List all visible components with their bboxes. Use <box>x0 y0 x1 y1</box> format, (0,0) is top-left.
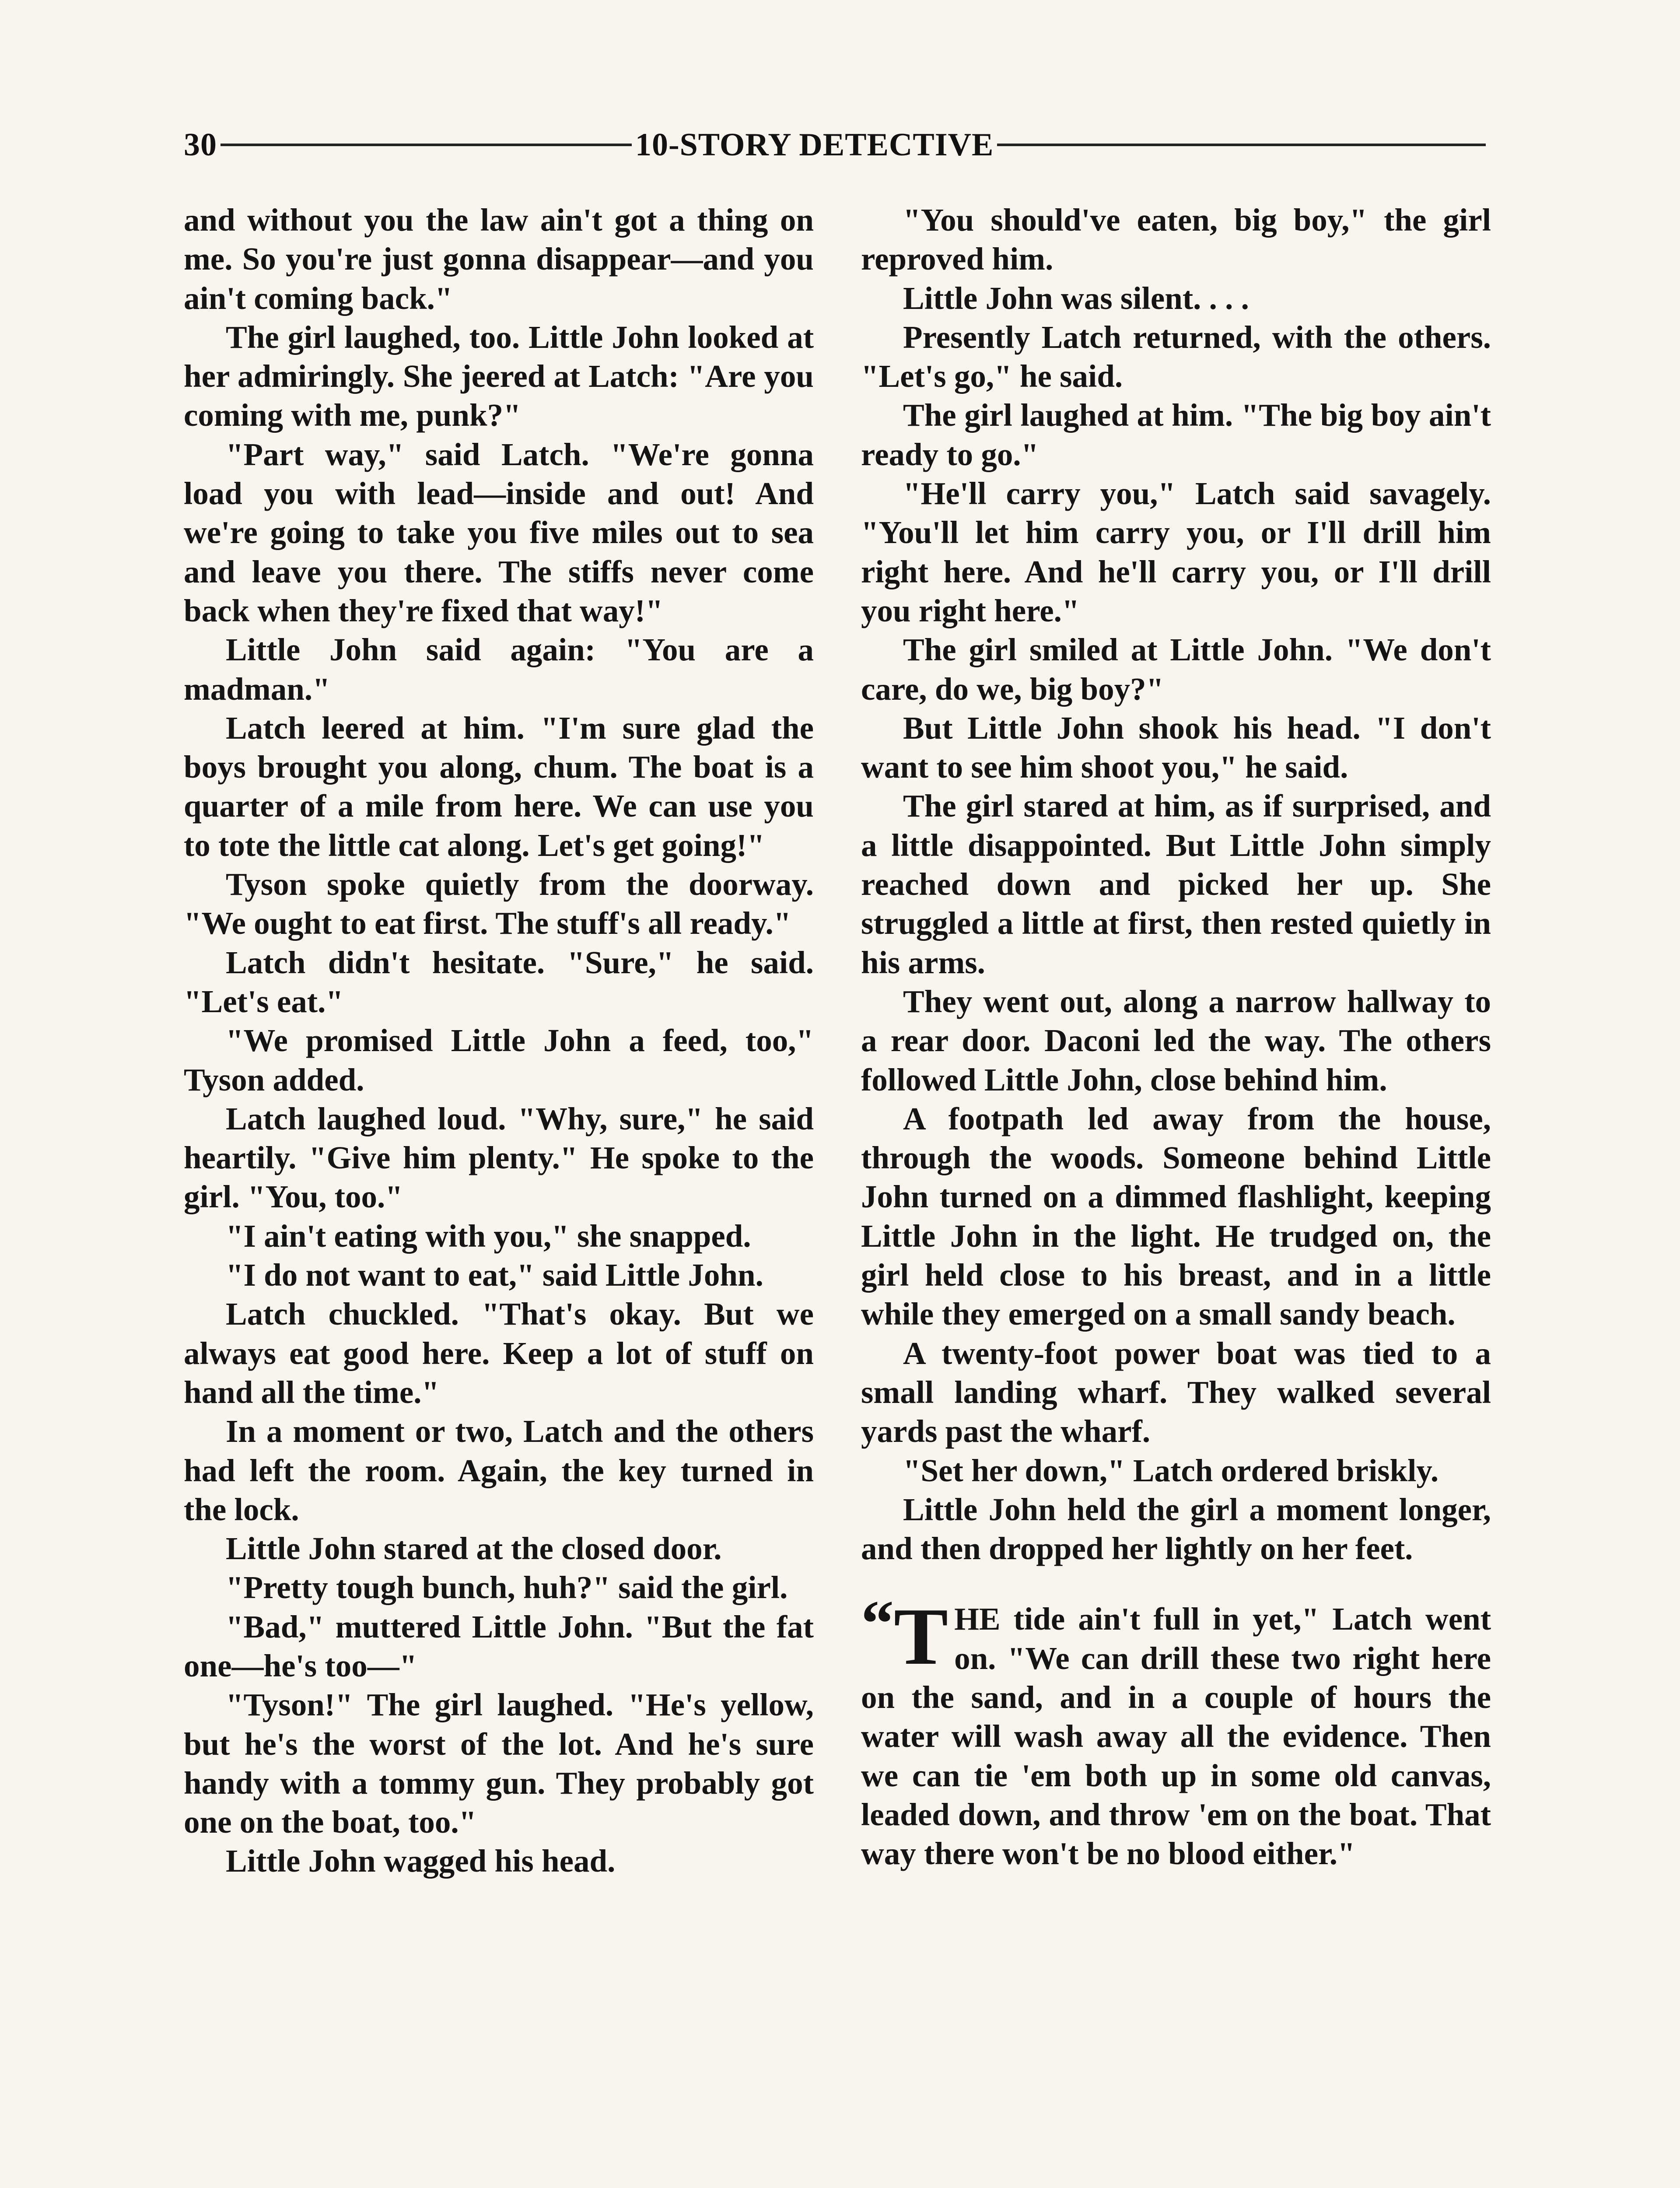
drop-quote: “ <box>861 1587 894 1660</box>
paragraph: Latch chuckled. "That's okay. But we always eat good here. Keep a lot of stuff on hand all the time." <box>184 1296 814 1410</box>
section-text: Latch went on. "We can drill these two right here on the sand, and in a couple of hours the water will wash away all the evidence. Then we can tie 'em both up in some old canvas, leaded down, and throw 'em on the boat. That way there won't be no blood either." <box>861 1601 1491 1872</box>
left-column <box>184 200 814 1881</box>
paragraph: "He'll carry you," Latch said savagely. "You'll let him carry you, or I'll drill him right here. And he'll carry you, or I'll drill you right here." <box>861 476 1491 628</box>
paragraph: The girl smiled at Little John. "We don't care, do we, big boy?" <box>861 632 1491 707</box>
page-number: 30 <box>184 126 217 163</box>
header-rule-right <box>997 144 1486 146</box>
paragraph: "Pretty tough bunch, huh?" said the girl. <box>226 1570 788 1606</box>
paragraph: "Part way," said Latch. "We're gonna load you with lead—inside and out! And we're going to take you five miles out to sea and leave you there. The stiffs never come back when they're fixed that way!" <box>184 436 814 628</box>
paragraph: Latch didn't hesitate. "Sure," he said. "Let's eat." <box>184 944 814 1019</box>
paragraph: "Bad," muttered Little John. "But the fat one—he's too—" <box>184 1609 814 1683</box>
paragraph: "Tyson!" The girl laughed. "He's yellow, but he's the worst of the lot. And he's sure handy with a tommy gun. They probably got one on the boat, too." <box>184 1687 814 1840</box>
paragraph: Little John stared at the closed door. <box>226 1531 722 1567</box>
right-column <box>861 200 1491 1873</box>
paragraph: In a moment or two, Latch and the others had left the room. Again, the key turned in the lock. <box>184 1413 814 1527</box>
paragraph: Tyson spoke quietly from the doorway. "We ought to eat first. The stuff's all ready." <box>184 866 814 941</box>
paragraph: Little John said again: "You are a madman." <box>184 632 814 707</box>
paragraph: But Little John shook his head. "I don't want to see him shoot you," he said. <box>861 710 1491 785</box>
paragraph: The girl laughed, too. Little John looked at her admiringly. She jeered at Latch: "Are you coming with me, punk?" <box>184 319 814 433</box>
magazine-title: 10-STORY DETECTIVE <box>635 126 994 163</box>
section-opening-paragraph <box>861 1587 1491 1873</box>
paragraph: The girl stared at him, as if surprised, and a little disappointed. But Little John simply reached down and picked her up. She struggled a little at first, then rested quietly in his arms. <box>861 788 1491 980</box>
paragraph: "Set her down," Latch ordered briskly. <box>903 1452 1439 1488</box>
drop-cap <box>861 1587 948 1682</box>
drop-cap-letter: T <box>894 1592 948 1682</box>
paragraph: Presently Latch returned, with the others. "Let's go," he said. <box>861 319 1491 394</box>
lead-in: HE tide ain't full in yet," <box>954 1601 1320 1637</box>
paragraph: and without you the law ain't got a thing on me. So you're just gonna disappear—and you ain't coming back." <box>184 202 814 316</box>
paragraph: A twenty-foot power boat was tied to a small landing wharf. They walked several yards past the wharf. <box>861 1335 1491 1449</box>
paragraph: Latch laughed loud. "Why, sure," he said heartily. "Give him plenty." He spoke to the girl. "You, too." <box>184 1101 814 1215</box>
paragraph: "I do not want to eat," said Little John. <box>226 1257 763 1293</box>
paragraph: "You should've eaten, big boy," the girl reproved him. <box>861 202 1491 277</box>
paragraph: The girl laughed at him. "The big boy ain't ready to go." <box>861 397 1491 472</box>
paragraph: Little John wagged his head. <box>226 1843 616 1879</box>
paragraph: Latch leered at him. "I'm sure glad the boys brought you along, chum. The boat is a quarter of a mile from here. We can use you to tote the little cat along. Let's get going!" <box>184 710 814 863</box>
paragraph: "We promised Little John a feed, too," Tyson added. <box>184 1023 814 1098</box>
running-head <box>184 125 1489 165</box>
paragraph: They went out, along a narrow hallway to a rear door. Daconi led the way. The others followed Little John, close behind him. <box>861 983 1491 1098</box>
paragraph: A footpath led away from the house, through the woods. Someone behind Little John turned on a dimmed flashlight, keeping Little John in the light. He trudged on, the girl held close to his breast, and in a little while they emerged on a small sandy beach. <box>861 1101 1491 1332</box>
paragraph: Little John held the girl a moment longer, and then dropped her lightly on her feet. <box>861 1491 1491 1567</box>
paragraph: Little John was silent. . . . <box>903 280 1249 316</box>
paragraph: "I ain't eating with you," she snapped. <box>226 1218 751 1254</box>
header-rule-left <box>220 144 632 146</box>
